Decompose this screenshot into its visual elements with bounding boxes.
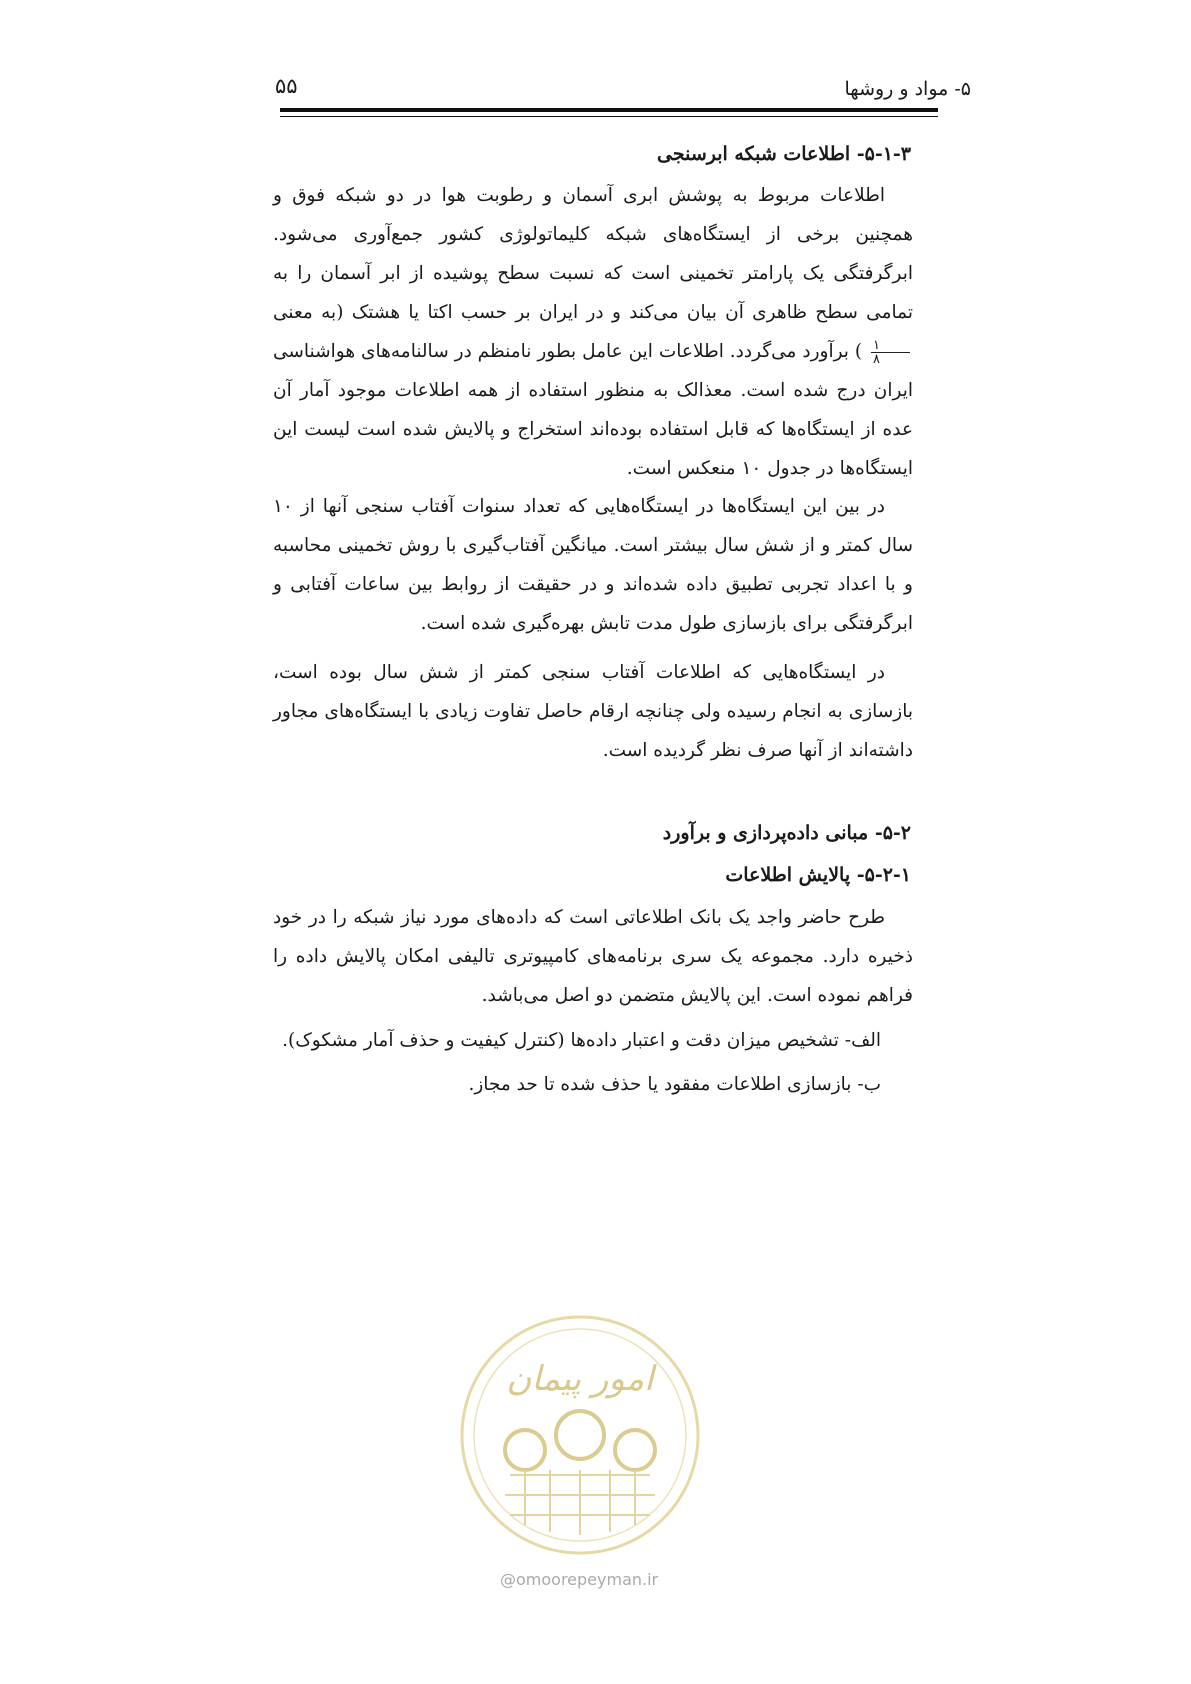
list-item-alef: الف- تشخیص میزان دقت و اعتبار داده‌ها (کنترل کیفیت و حذف آمار مشکوک).	[282, 1030, 881, 1051]
section-heading-5-2: ۵-۲- مبانی داده‌پردازی و برآورد	[662, 822, 911, 844]
header-rule-thin	[280, 116, 938, 117]
svg-text:امور پیمان: امور پیمان	[506, 1359, 654, 1399]
fraction-numerator: ۱	[871, 339, 910, 353]
paragraph-cloud-data	[273, 176, 913, 488]
paragraph-data-bank: طرح حاضر واجد یک بانک اطلاعاتی است که داده‌های مورد نیاز شبکه را در خود ذخیره دارد. مجموعه یک سری برنامه‌های کامپیوتری تالیفی امکان پالایش داده را فراهم نموده است. این پالایش متضمن دو اصل می‌باشد.	[273, 907, 913, 1006]
watermark-site-text: @omoorepeyman.ir	[500, 1570, 659, 1589]
running-header-title: ۵- مواد و روشها	[844, 78, 971, 100]
paragraph-cloud-data-part2: ) برآورد می‌گردد. اطلاعات این عامل بطور نامنظم در سالنامه‌های هواشناسی ایران درج شده است. معذالک به منظور استفاده از همه اطلاعات موجود آمار آن عده از ایستگاه‌ها که قابل استفاده بوده‌اند استخراج و پالایش شده است لیست این ایستگاه‌ها در جدول ۱۰ منعکس است.	[273, 341, 913, 479]
fraction-denominator: ۸	[873, 351, 880, 367]
paragraph-sunshine-stations: در بین این ایستگاه‌ها در ایستگاه‌هایی که تعداد سنوات آفتاب سنجی آنها از ۱۰ سال کمتر و از شش سال بیشتر است. میانگین آفتاب‌گیری با روش تخمینی محاسبه و با اعداد تجربی تطبیق داده شده‌اند و در حقیقت از روابط بین ساعات آفتابی و ابرگرفتگی برای بازسازی طول مدت تابش بهره‌گیری شده است.	[273, 496, 913, 634]
header-rule-thick	[280, 108, 938, 112]
fraction-one-eighth	[871, 339, 910, 366]
section-heading-5-1-3: ۵-۱-۳- اطلاعات شبکه ابرسنجی	[656, 143, 911, 165]
page-number: ۵۵	[275, 74, 298, 98]
paragraph-cloud-data-part1: اطلاعات مربوط به پوشش ابری آسمان و رطوبت هوا در دو شبکه فوق و همچنین برخی از ایستگاه‌های شبکه کلیماتولوژی کشور جمع‌آوری می‌شود. ابرگرفتگی یک پارامتر تخمینی است که نسبت سطح پوشیده از ابر آسمان را به تمامی سطح ظاهری آن بیان می‌کند و در ایران بر حسب اکتا یا هشتک (به معنی	[273, 185, 913, 323]
section-heading-5-2-1: ۵-۲-۱- پالایش اطلاعات	[725, 864, 911, 886]
watermark-seal-logo	[455, 1310, 705, 1560]
list-item-be: ب- بازسازی اطلاعات مفقود یا حذف شده تا حد مجاز.	[468, 1074, 881, 1095]
paragraph-reconstruction: در ایستگاه‌هایی که اطلاعات آفتاب سنجی کمتر از شش سال بوده است، بازسازی به انجام رسیده ولی چنانچه ارقام حاصل تفاوت زیادی با ایستگاه‌های مجاور داشته‌اند از آنها صرف نظر گردیده است.	[273, 662, 913, 761]
